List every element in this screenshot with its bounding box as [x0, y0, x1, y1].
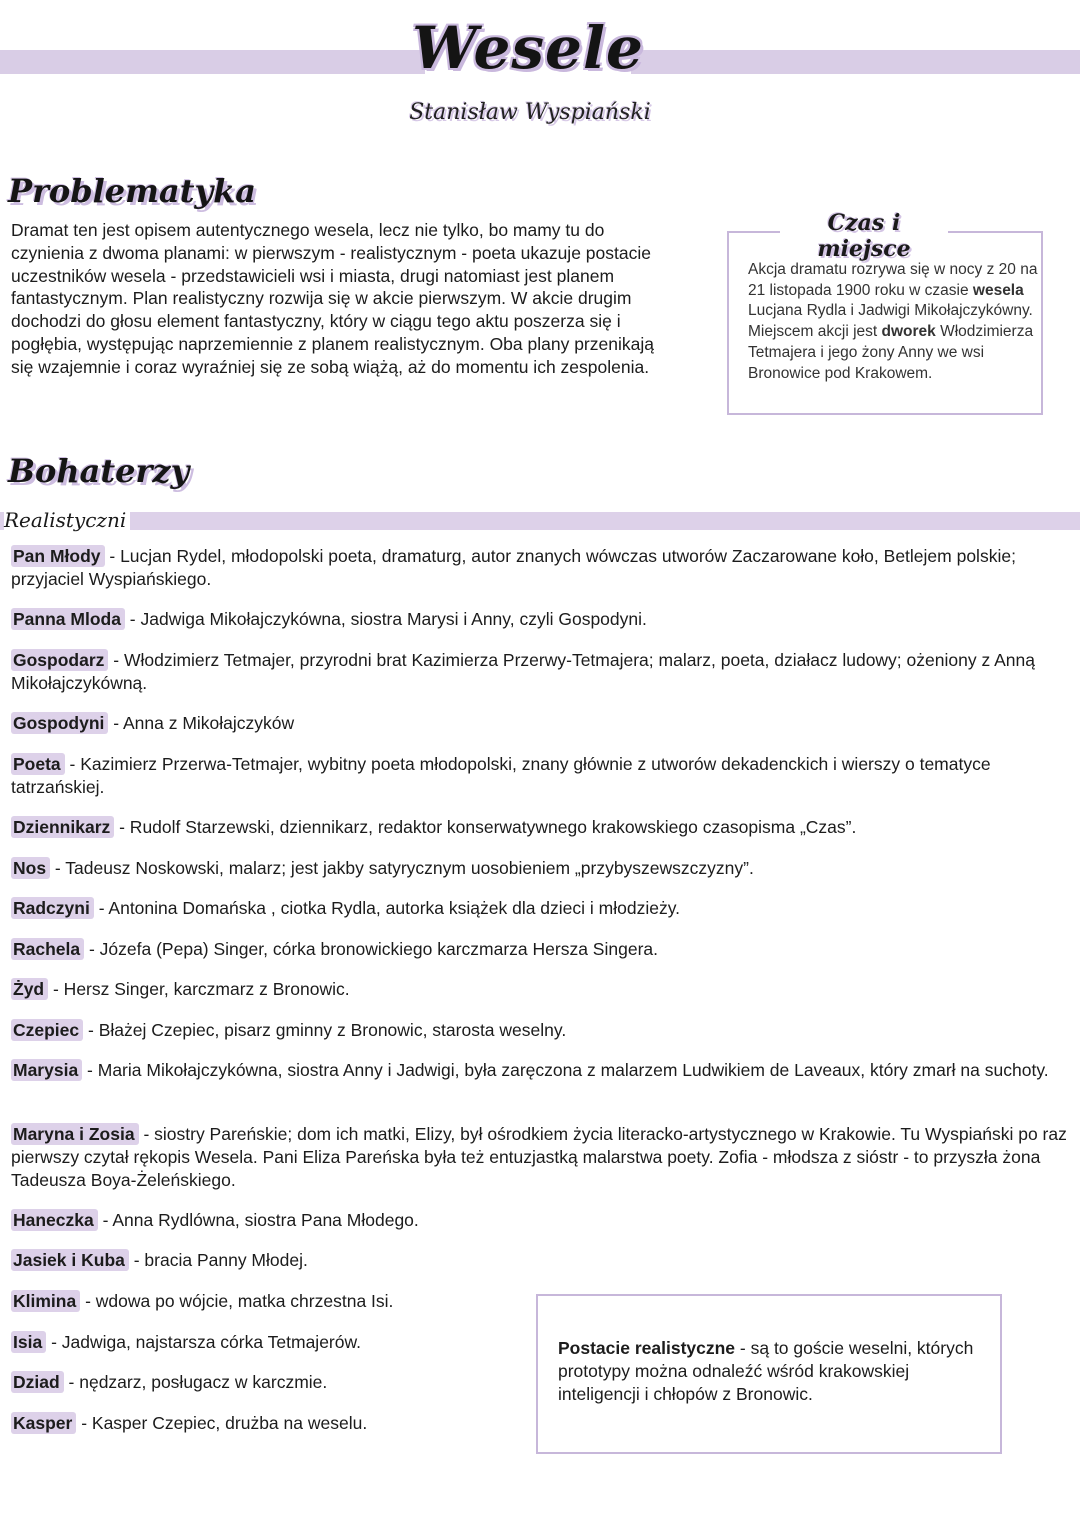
character-entry: [11, 978, 1071, 1001]
character-name: Gospodyni: [11, 712, 108, 734]
character-name: Panna Mloda: [11, 608, 125, 630]
character-name: Kasper: [11, 1412, 76, 1434]
character-entry: [11, 1019, 1071, 1042]
character-desc: - Lucjan Rydel, młodopolski poeta, dramaturg, autor znanych wówczas utworów Zaczarowane koło, Betlejem polskie; przyjaciel Wyspiańskiego.: [11, 546, 1016, 589]
character-entry: [11, 649, 1071, 695]
character-desc: - nędzarz, posługacz w karczmie.: [63, 1372, 328, 1392]
character-name: Gospodarz: [11, 649, 108, 671]
character-entry: [11, 1371, 531, 1394]
character-entry: [11, 816, 1071, 839]
czas-i-miejsce-text: [748, 260, 1038, 384]
character-entry: [11, 1123, 1071, 1191]
character-desc: - bracia Panny Młodej.: [128, 1250, 308, 1270]
character-desc: - Maria Mikołajczykówna, siostra Anny i Jadwigi, była zaręczona z malarzem Ludwikiem de Laveaux, który zmarł na suchoty.: [82, 1060, 1049, 1080]
character-entry: [11, 938, 1071, 961]
character-entry: [11, 1331, 531, 1354]
character-desc: - siostry Pareńskie; dom ich matki, Elizy, był ośrodkiem życia literacko-artystycznego w Krakowie. Tu Wyspiański po raz pierwszy czytał rękopis Wesela. Pani Eliza Pareńska była też entuzjastką malarstwa poety. Zofia - młodsza z sióstr - to przyszła żona Tadeusza Boya-Żeleńskiego.: [11, 1124, 1067, 1190]
character-name: Marysia: [11, 1059, 82, 1081]
character-name: Nos: [11, 857, 50, 879]
character-desc: - Anna Rydlówna, siostra Pana Młodego.: [97, 1210, 419, 1230]
character-name: Dziad: [11, 1371, 64, 1393]
character-desc: - Błażej Czepiec, pisarz gminny z Bronowic, starosta weselny.: [83, 1020, 567, 1040]
character-entry: [11, 1059, 1071, 1082]
note-bold: Postacie realistyczne: [558, 1338, 736, 1358]
character-desc: - Józefa (Pepa) Singer, córka bronowickiego karczmarza Hersza Singera.: [84, 939, 658, 959]
character-name: Pan Młody: [11, 545, 105, 567]
character-desc: - Tadeusz Noskowski, malarz; jest jakby satyrycznym uosobieniem „przybyszewszczyzny”.: [50, 858, 754, 878]
character-name: Czepiec: [11, 1019, 83, 1041]
character-desc: - Anna z Mikołajczyków: [108, 713, 295, 733]
character-entry: [11, 857, 1071, 880]
character-desc: - Antonina Domańska , ciotka Rydla, autorka książek dla dzieci i młodzieży.: [93, 898, 681, 918]
character-name: Jasiek i Kuba: [11, 1249, 129, 1271]
character-entry: [11, 1290, 531, 1313]
character-name: Rachela: [11, 938, 84, 960]
character-name: Poeta: [11, 753, 65, 775]
character-desc: - wdowa po wójcie, matka chrzestna Isi.: [80, 1291, 394, 1311]
character-desc: - Jadwiga, najstarsza córka Tetmajerów.: [46, 1332, 362, 1352]
postacie-note-text: [558, 1337, 988, 1405]
note-desc: - są to goście weselni, których prototypy można odnaleźć wśród krakowskiej inteligencji i chłopów z Bronowic.: [558, 1338, 974, 1404]
character-desc: - Kasper Czepiec, drużba na weselu.: [76, 1413, 368, 1433]
czas-i-miejsce-heading: Czas i miejsce: [817, 210, 911, 262]
character-desc: - Rudolf Starzewski, dziennikarz, redaktor konserwatywnego krakowskiego czasopisma „Czas”.: [114, 817, 857, 837]
character-entry: [11, 545, 1071, 591]
character-entry: [11, 753, 1071, 799]
character-name: Klimina: [11, 1290, 80, 1312]
section-heading-problematyka: Problematyka: [8, 172, 257, 210]
character-entry: [11, 1249, 1071, 1272]
character-desc: - Kazimierz Przerwa-Tetmajer, wybitny poeta młodopolski, znany głównie z utworów dekadenckich i wierszy o tematyce tatrzańskiej.: [11, 754, 991, 797]
character-entry: [11, 608, 1071, 631]
character-name: Dziennikarz: [11, 816, 114, 838]
character-desc: - Włodzimierz Tetmajer, przyrodni brat Kazimierza Przerwy-Tetmajera; malarz, poeta, działacz ludowy; ożeniony z Anną Mikołajczykówną.: [11, 650, 1035, 693]
section-heading-bohaterzy: Bohaterzy: [8, 452, 190, 490]
realistyczni-band: [0, 512, 1080, 530]
page-title: Wesele: [412, 14, 644, 82]
character-entry: [11, 1412, 531, 1435]
czas-text-part: Włodzimierza Tetmajera i jego żony Anny we wsi Bronowice pod Krakowem.: [748, 323, 1034, 382]
character-desc: - Hersz Singer, karczmarz z Bronowic.: [48, 979, 350, 999]
character-name: Maryna i Zosia: [11, 1123, 139, 1145]
realistyczni-label: Realistyczni: [4, 508, 130, 532]
czas-text-part: Lucjana Rydla i Jadwigi Mikołajczykówny. Miejscem akcji jest: [748, 302, 1033, 341]
czas-bold-wesela: wesela: [972, 281, 1024, 299]
author-name: Stanisław Wyspiański: [409, 100, 651, 125]
character-name: Isia: [11, 1331, 46, 1353]
problematyka-text: Dramat ten jest opisem autentycznego wesela, lecz nie tylko, bo mamy tu do czynienia z dwoma planami: w pierwszym - realistycznym - poeta ukazuje postacie uczestników wesela - przedstawicieli wsi i miasta, drugi natomiast jest planem fantastycznym. Plan realistyczny rozwija się w akcie pierwszym. W akcie drugim dochodzi do głosu element fantastyczny, który w ciągu tego aktu poszerza się i pogłębia, występując naprzemiennie z planem realistycznym. Oba plany przenikają się wzajemnie i coraz wyraźniej się ze sobą wiążą, aż do momentu ich zespolenia.: [11, 220, 654, 377]
czas-text-part: Akcja dramatu rozrywa się w nocy z 20 na 21 listopada 1900 roku w czasie: [748, 261, 1038, 299]
character-name: Żyd: [11, 978, 48, 1000]
character-entry: [11, 897, 1071, 920]
czas-bold-dworek: dworek: [881, 323, 936, 341]
character-entry: [11, 1209, 1071, 1232]
character-entry: [11, 712, 1071, 735]
character-desc: - Jadwiga Mikołajczykówna, siostra Marysi i Anny, czyli Gospodyni.: [124, 609, 647, 629]
character-name: Haneczka: [11, 1209, 98, 1231]
character-name: Radczyni: [11, 897, 94, 919]
